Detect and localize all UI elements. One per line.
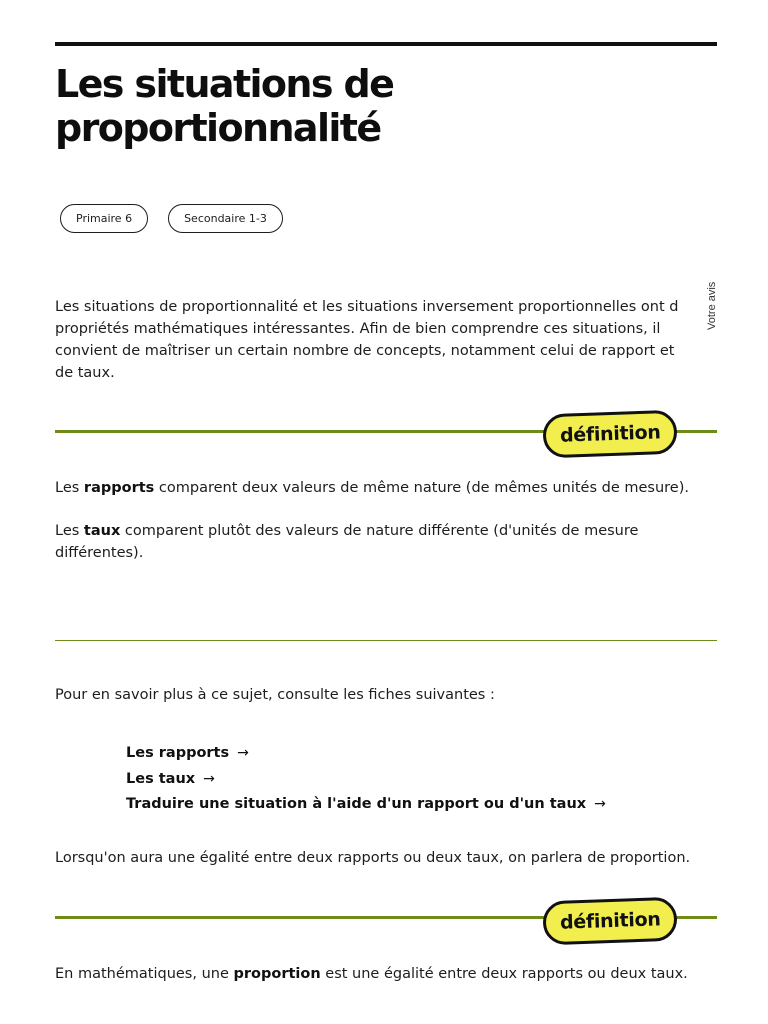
level-tags xyxy=(60,204,283,233)
definition-end-divider xyxy=(55,640,717,641)
rapports-text: comparent deux valeurs de même nature (de mêmes unités de mesure). xyxy=(154,480,689,496)
link-traduire-situation[interactable] xyxy=(126,796,606,812)
list-item xyxy=(126,767,606,793)
arrow-right-icon: → xyxy=(203,770,215,787)
more-info-text: Pour en savoir plus à ce sujet, consulte les fiches suivantes : xyxy=(55,687,495,703)
feedback-tab[interactable]: Votre avis xyxy=(706,276,722,336)
intro-paragraph xyxy=(55,296,705,384)
proportion-text: est une égalité entre deux rapports ou deux taux. xyxy=(320,966,688,982)
definition-badge-2: définition xyxy=(542,897,678,946)
link-label: Les rapports xyxy=(126,745,230,761)
taux-prefix: Les xyxy=(55,523,84,539)
arrow-right-icon: → xyxy=(237,745,249,761)
taux-text: comparent plutôt des valeurs de nature différente (d'unités de mesure xyxy=(120,523,639,539)
level-tag-secondaire-1-3[interactable]: Secondaire 1-3 xyxy=(168,204,283,233)
proportion-term: proportion xyxy=(233,966,321,982)
link-les-rapports[interactable] xyxy=(126,745,249,761)
list-item xyxy=(126,792,606,818)
page-title xyxy=(55,62,655,150)
link-label: Les taux xyxy=(126,770,196,787)
link-les-taux[interactable] xyxy=(126,771,215,787)
definition-taux xyxy=(55,520,638,564)
intro-line-2: propriétés mathématiques intéressantes. Afin de bien comprendre ces situations, il xyxy=(55,321,661,337)
definition-proportion xyxy=(55,963,688,985)
arrow-right-icon: → xyxy=(594,796,606,812)
page-title-line-1: Les situations de xyxy=(55,62,394,106)
rapports-prefix: Les xyxy=(55,480,84,496)
proportion-prefix: En mathématiques, une xyxy=(55,966,234,982)
intro-line-4: de taux. xyxy=(55,365,115,381)
page-title-line-2: proportionnalité xyxy=(55,106,381,150)
list-item xyxy=(126,741,606,767)
taux-term: taux xyxy=(83,523,121,539)
link-label: Traduire une situation à l'aide d'un rapport ou d'un taux xyxy=(126,796,587,812)
taux-text-line-2: différentes). xyxy=(55,545,144,561)
resource-links xyxy=(126,741,606,818)
level-tag-primaire-6[interactable]: Primaire 6 xyxy=(60,204,148,233)
intro-line-1: Les situations de proportionnalité et les situations inversement proportionnelles ont d xyxy=(55,299,679,315)
proportion-intro-text: Lorsqu'on aura une égalité entre deux rapports ou deux taux, on parlera de proportion. xyxy=(55,850,691,866)
definition-badge-1: définition xyxy=(542,410,678,459)
rapports-term: rapports xyxy=(83,480,155,496)
definition-rapports xyxy=(55,477,689,499)
intro-line-3: convient de maîtriser un certain nombre de concepts, notamment celui de rapport et xyxy=(55,343,675,359)
top-divider xyxy=(55,42,717,46)
